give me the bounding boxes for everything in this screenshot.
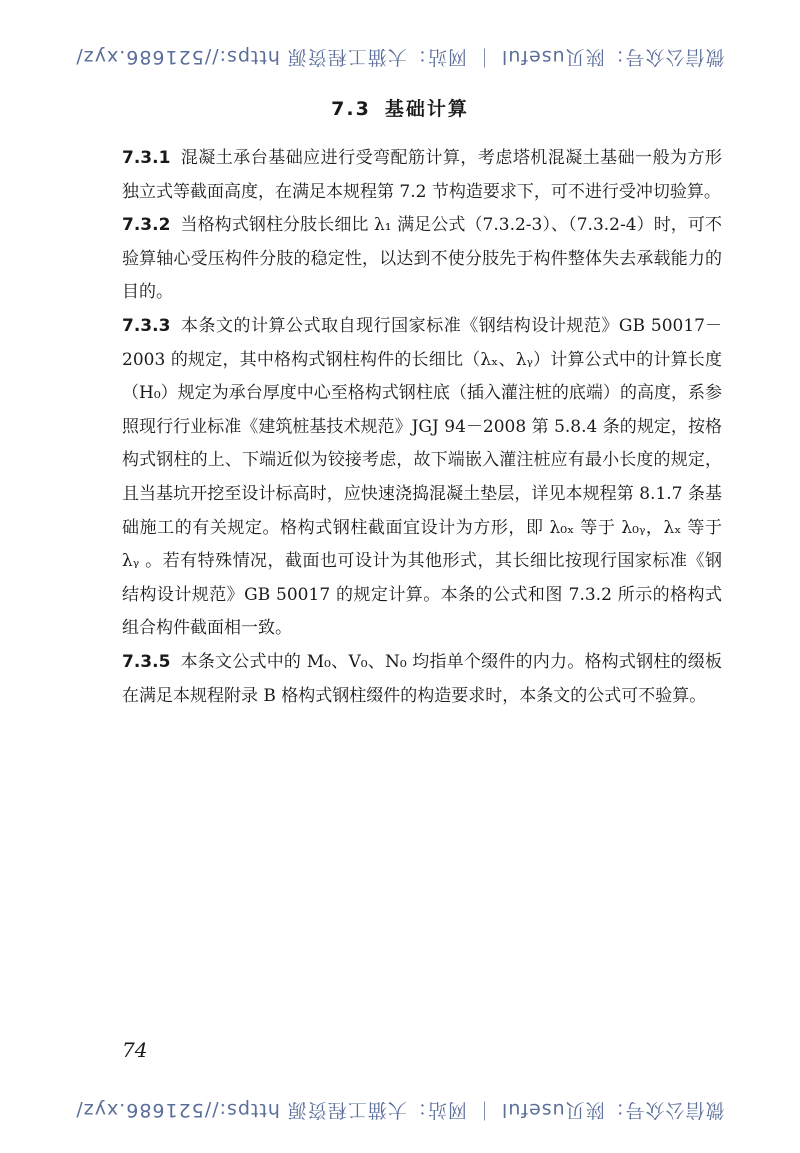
clause-7-3-3: [122, 310, 722, 646]
watermark-bottom: 微信公众号：陕贝useful ｜ 网站：大猫工程资源 https://521686.xyz/: [75, 1099, 725, 1121]
clause-text: 混凝土承台基础应进行受弯配筋计算，考虑塔机混凝土基础一般为方形独立式等截面高度，在满足本规程第 7.2 节构造要求下，可不进行受冲切验算。: [122, 148, 722, 202]
watermark-top: 微信公众号：陕贝useful ｜ 网站：大猫工程资源 https://521686.xyz/: [75, 46, 725, 68]
clause-number: 7.3.3: [122, 315, 171, 336]
section-heading: [0, 94, 800, 121]
clause-7-3-1: [122, 142, 722, 209]
clause-number: 7.3.5: [122, 651, 171, 672]
clause-7-3-2: [122, 209, 722, 310]
section-title: 基础计算: [384, 98, 469, 120]
clause-number: 7.3.1: [122, 148, 171, 168]
clause-list: [122, 142, 722, 713]
page-number: 74: [122, 1038, 148, 1062]
clause-text: 本条文的计算公式取自现行国家标准《钢结构设计规范》GB 50017－2003 的规定，其中格构式钢柱构件的长细比（λₓ、λᵧ）计算公式中的计算长度（H₀）规定为承台厚度中心至格构式钢柱底（插入灌注桩的底端）的高度，系参照现行行业标准《建筑桩基技术规范》JGJ 94－2008 第 5.8.4 条的规定，按格构式钢柱的上、下端近似为铰接考虑，故下端嵌入灌注桩应有最小长度的规定，且当基坑开挖至设计标高时，应快速浇捣混凝土垫层，详见本规程第 8.1.7 条基础施工的有关规定。格构式钢柱截面宜设计为方形，即 λ₀ₓ 等于 λ₀ᵧ，λₓ 等于 λᵧ 。若有特殊情况，截面也可设计为其他形式，其长细比按现行国家标准《钢结构设计规范》GB 50017 的规定计算。本条的公式和图 7.3.2 所示的格构式组合构件截面相一致。: [122, 315, 722, 639]
section-number: 7.3: [331, 98, 371, 120]
clause-7-3-5: [122, 646, 722, 713]
clause-text: 本条文公式中的 M₀、V₀、N₀ 均指单个缀件的内力。格构式钢柱的缀板在满足本规程附录 B 格构式钢柱缀件的构造要求时，本条文的公式可不验算。: [122, 651, 722, 706]
clause-number: 7.3.2: [122, 215, 171, 236]
clause-text: 当格构式钢柱分肢长细比 λ₁ 满足公式（7.3.2-3）、（7.3.2-4）时，可不验算轴心受压构件分肢的稳定性，以达到不使分肢先于构件整体失去承载能力的目的。: [122, 215, 722, 303]
